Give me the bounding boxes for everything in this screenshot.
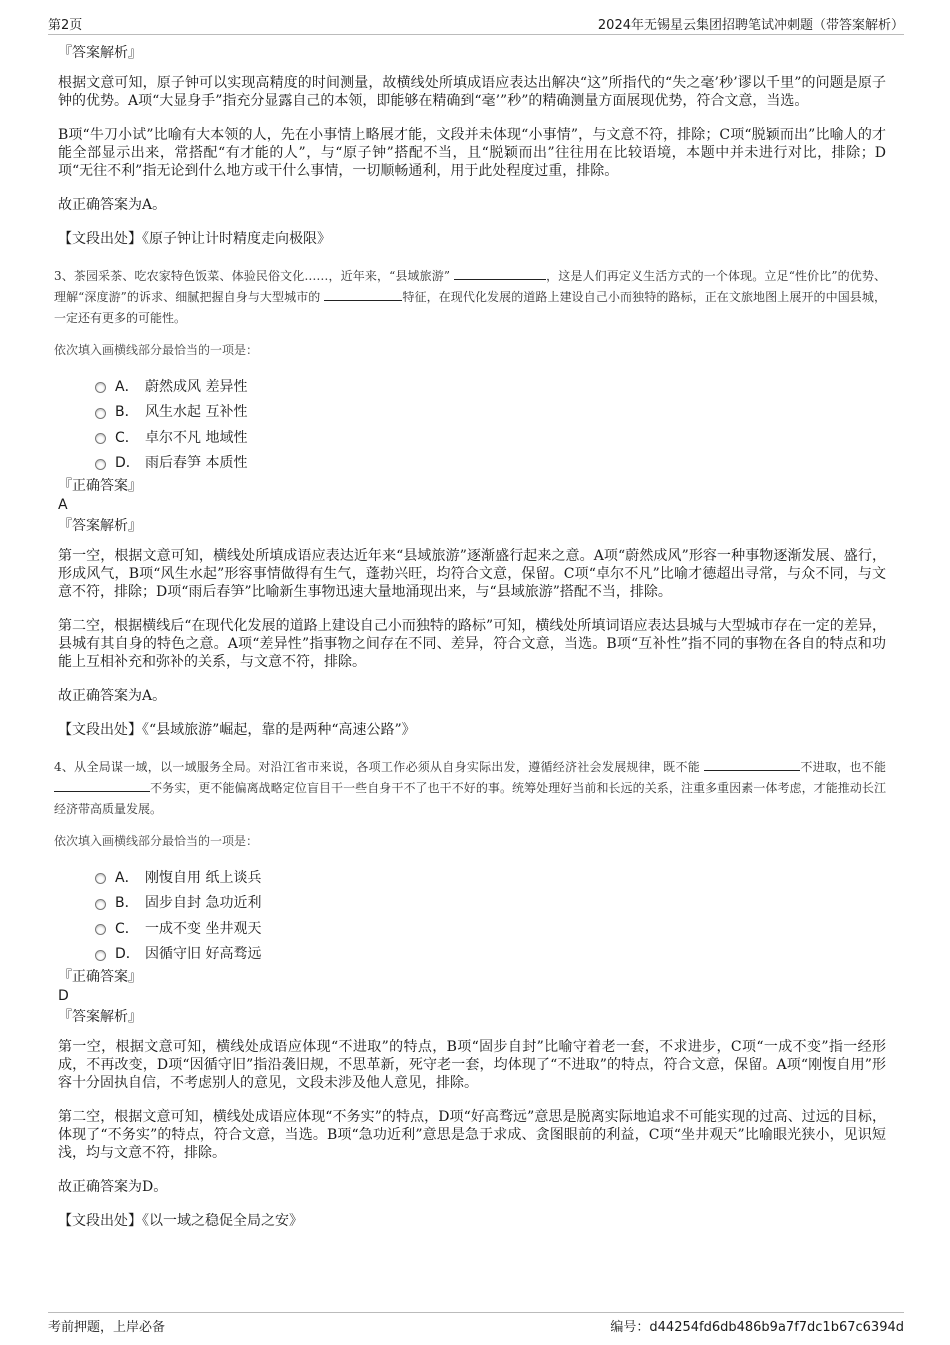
footer-slogan: 考前押题，上岸必备 — [48, 1320, 166, 1335]
option-c[interactable]: C． 一成不变 坐井观天 — [95, 915, 886, 941]
option-c[interactable]: C． 卓尔不凡 地域性 — [95, 424, 886, 450]
analysis-paragraph: 第一空，根据文意可知，横线处成语应体现“不进取”的特点，B项“固步自封”比喻守着老一套，不求进步，C项“一成不变”指一经形成，不再改变，D项“因循守旧”指沿袭旧规，不思革新，死守老一套，均体现了“不进取”的特点，符合文意，保留。A项“刚愎自用”形容十分固执自信，不考虑别人的意见，文段未涉及他人意见，排除。 — [58, 1039, 886, 1091]
analysis-conclusion: 故正确答案为A。 — [58, 197, 167, 213]
page-header — [48, 12, 904, 35]
question-4-instruction: 依次填入画横线部分最恰当的一项是： — [54, 834, 259, 848]
correct-answer: D — [58, 988, 69, 1004]
option-a[interactable]: A． 蔚然成风 差异性 — [95, 373, 886, 399]
answer-analysis-label: 『答案解析』 — [58, 45, 142, 61]
option-b[interactable]: B． 固步自封 急功近利 — [95, 890, 886, 916]
radio-icon[interactable] — [95, 408, 106, 419]
source-citation: 【文段出处】《“县域旅游”崛起，靠的是两种“高速公路”》 — [58, 722, 416, 738]
radio-icon[interactable] — [95, 382, 106, 393]
analysis-paragraph: 第二空，根据文意可知，横线处成语应体现“不务实”的特点，D项“好高骛远”意思是脱离实际地追求不可能实现的过高、过远的目标，体现了“不务实”的特点，符合文意，当选。B项“急功近利”意思是急于求成、贪图眼前的利益，C项“坐井观天”比喻眼光狭小，见识短浅，均与文意不符，排除。 — [58, 1109, 886, 1161]
correct-answer-label: 『正确答案』 — [58, 969, 142, 985]
page-number: 第2页 — [48, 18, 83, 33]
question-3-text: 3、茶园采茶、吃农家特色饭菜、体验民俗文化……，近年来，“县域旅游” ，这是人们再定义生活方式的一个体现。立足“性价比”的优势、理解“深度游”的诉求、细腻把握自身与大型城市的 特征，在现代化发展的道路上建设自己小而独特的路标，正在文旅地图上展开的中国县城，一定还有更多的可能性。 — [54, 269, 886, 325]
correct-answer-label: 『正确答案』 — [58, 478, 142, 494]
radio-icon[interactable] — [95, 950, 106, 961]
analysis-paragraph: B项“牛刀小试”比喻有大本领的人，先在小事情上略展才能，文段并未体现“小事情”，与文意不符，排除；C项“脱颖而出”比喻人的才能全部显示出来，常搭配“有才能的人”，与“原子钟”搭配不当，且“脱颖而出”往往用在比较语境，本题中并未进行对比，排除；D项“无往不利”指无论到什么地方或干什么事情，一切顺畅通利，用于此处程度过重，排除。 — [58, 127, 886, 179]
analysis-conclusion: 故正确答案为A。 — [58, 688, 167, 704]
page-content — [54, 44, 886, 1246]
analysis-paragraph: 根据文意可知，原子钟可以实现高精度的时间测量，故横线处所填成语应表达出解决“这”所指代的“失之毫’秒’谬以千里”的问题是原子钟的优势。A项“大显身手”指充分显露自己的本领，即能够在精确到“毫’”秒”的精确测量方面展现优势，符合文意，当选。 — [58, 75, 886, 109]
analysis-paragraph: 第一空，根据文意可知，横线处所填成语应表达近年来“县域旅游”逐渐盛行起来之意。A项“蔚然成风”形容一种事物逐渐发展、盛行，形成风气，B项“风生水起”形容事情做得有生气，蓬勃兴旺，均符合文意，保留。C项“卓尔不凡”比喻才德超出寻常，与众不同，与文意不符，排除；D项“雨后春笋”比喻新生事物迅速大量地涌现出来，与“县域旅游”搭配不当，排除。 — [58, 548, 886, 600]
document-title: 2024年无锡星云集团招聘笔试冲刺题（带答案解析） — [597, 18, 904, 33]
question-3-instruction: 依次填入画横线部分最恰当的一项是： — [54, 343, 259, 357]
answer-analysis-label: 『答案解析』 — [58, 1009, 142, 1025]
page-footer — [48, 1312, 904, 1335]
radio-icon[interactable] — [95, 433, 106, 444]
question-4-options — [95, 864, 886, 966]
option-d[interactable]: D． 因循守旧 好高骛远 — [95, 941, 886, 967]
analysis-paragraph: 第二空，根据横线后“在现代化发展的道路上建设自己小而独特的路标”可知，横线处所填词语应表达县城与大型城市存在一定的差异，县城有其自身的特色之意。A项“差异性”指事物之间存在不同、差异，符合文意，当选。B项“互补性”指不同的事物在各自的特点和功能上互相补充和弥补的关系，与文意不符，排除。 — [58, 618, 886, 670]
option-b[interactable]: B． 风生水起 互补性 — [95, 399, 886, 425]
source-citation: 【文段出处】《以一域之稳促全局之安》 — [58, 1213, 303, 1229]
analysis-conclusion: 故正确答案为D。 — [58, 1179, 168, 1195]
fill-blank — [54, 779, 150, 792]
fill-blank — [454, 267, 546, 280]
radio-icon[interactable] — [95, 459, 106, 470]
question-4-text: 4、从全局谋一域，以一域服务全局。对沿江省市来说，各项工作必须从自身实际出发，遵循经济社会发展规律，既不能 不进取，也不能 不务实，更不能偏离战略定位盲目干一些自身干不了也干不好的事。统筹处理好当前和长远的关系，注重多重因素一体考虑，才能推动长江经济带高质量发展。 — [54, 760, 886, 816]
option-a[interactable]: A． 刚愎自用 纸上谈兵 — [95, 864, 886, 890]
radio-icon[interactable] — [95, 924, 106, 935]
fill-blank — [704, 758, 800, 771]
correct-answer: A — [58, 497, 68, 513]
radio-icon[interactable] — [95, 899, 106, 910]
answer-analysis-label: 『答案解析』 — [58, 518, 142, 534]
radio-icon[interactable] — [95, 873, 106, 884]
question-3-options — [95, 373, 886, 475]
source-citation: 【文段出处】《原子钟让计时精度走向极限》 — [58, 231, 331, 247]
fill-blank — [324, 288, 402, 301]
option-d[interactable]: D． 雨后春笋 本质性 — [95, 450, 886, 476]
document-code: 编号：d44254fd6db486b9a7f7dc1b67c6394d — [610, 1320, 904, 1335]
